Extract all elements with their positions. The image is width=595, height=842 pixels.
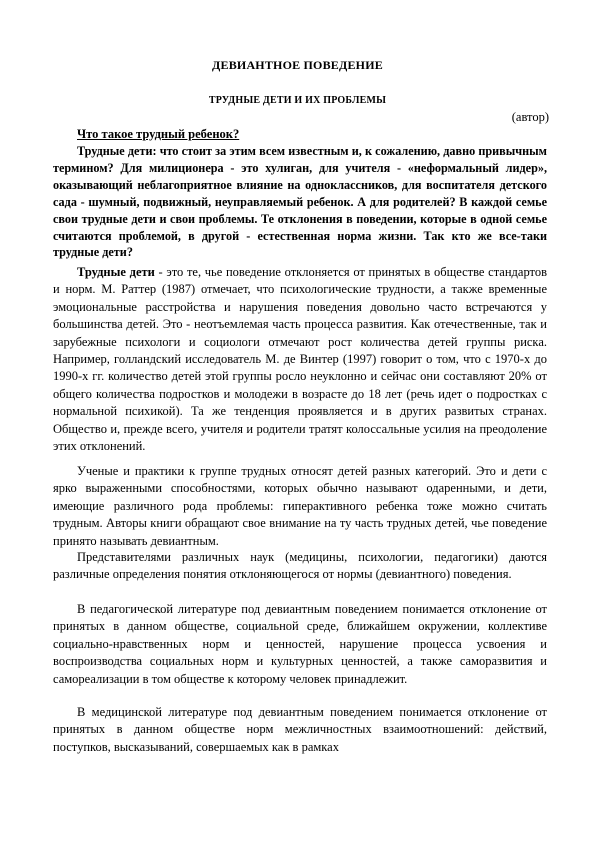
intro-paragraph: Трудные дети: что стоит за этим всем известным и, к сожалению, давно привычным термином? Для милиционера - это хулиган, для учителя - «неформальный лидер», оказывающий неблагоприятное влияние на одноклассников, для воспитателя детского сада - шумный, подвижный, неуправляемый ребенок. А для родителей? В каждой семье свои трудные дети и свои проблемы. Те отклонения в поведении, которые в одной семье считаются проблемой, в другой - естественная норма жизни. Так кто же все-таки трудные дети? <box>53 144 547 260</box>
paragraph-medical: В медицинской литературе под девиантным поведением понимается отклонение от принятых в данном обществе норм межличностных взаимоотношений: действий, поступков, высказываний, совершаемых как в рамках <box>53 705 547 754</box>
definition-paragraph <box>53 264 547 455</box>
paragraph-categories: Ученые и практики к группе трудных относят детей разных категорий. Это и дети с ярко выраженными способностями, которых обычно называют одаренными, и дети, имеющие различного рода проблемы: гиперактивного ребенка тоже можно считать трудным. Авторы книги обращают свое внимание на ту часть трудных детей, чье поведение принято называть девиантным. <box>53 464 547 548</box>
paragraph-pedagogical: В педагогической литературе под девиантным поведением понимается отклонение от принятых в данном обществе, социальной среде, ближайшем окружении, коллективе социально-нравственных норм и ценностей, нарушение процесса усвоения и воспроизводства социальных норм и культурных ценностей, а также саморазвития и самореализации в том обществе к которому человек принадлежит. <box>53 602 547 686</box>
paragraph-sciences: Представителями различных наук (медицины, психологии, педагогики) даются различные определения понятия отклоняющегося от нормы (девиантного) поведения. <box>53 550 547 582</box>
author-label: (автор) <box>511 110 549 124</box>
section-question: Что такое трудный ребенок? <box>77 127 240 141</box>
definition-text: - это те, чье поведение отклоняется от принятых в обществе стандартов и норм. М. Раттер (1987) отмечает, что психологические трудности, а также временные эмоциональные расстройства и нарушения поведения довольно часто встречаются у большинства детей. Это - неотъемлемая часть процесса развития. Как отечественные, так и зарубежные психологи и социологи отмечают рост количества детей группы риска. Например, голландский исследователь М. де Винтер (1997) говорит о том, что с 1970-х до 1990-х гг. количество детей этой группы росло неуклонно и сейчас они составляют 20% от общего количества подростков и молодежи в возрасте до 18 лет (речь идет о подростках с нормальной психикой). Та же тенденция проявляется и в других развитых странах. Общество и, прежде всего, учителя и родители тратят колоссальные усилия на преодоление этих отклонений. <box>53 265 547 454</box>
document-subtitle: ТРУДНЫЕ ДЕТИ И ИХ ПРОБЛЕМЫ <box>208 95 387 106</box>
document-title: ДЕВИАНТНОЕ ПОВЕДЕНИЕ <box>212 58 383 72</box>
definition-term: Трудные дети <box>77 265 155 279</box>
